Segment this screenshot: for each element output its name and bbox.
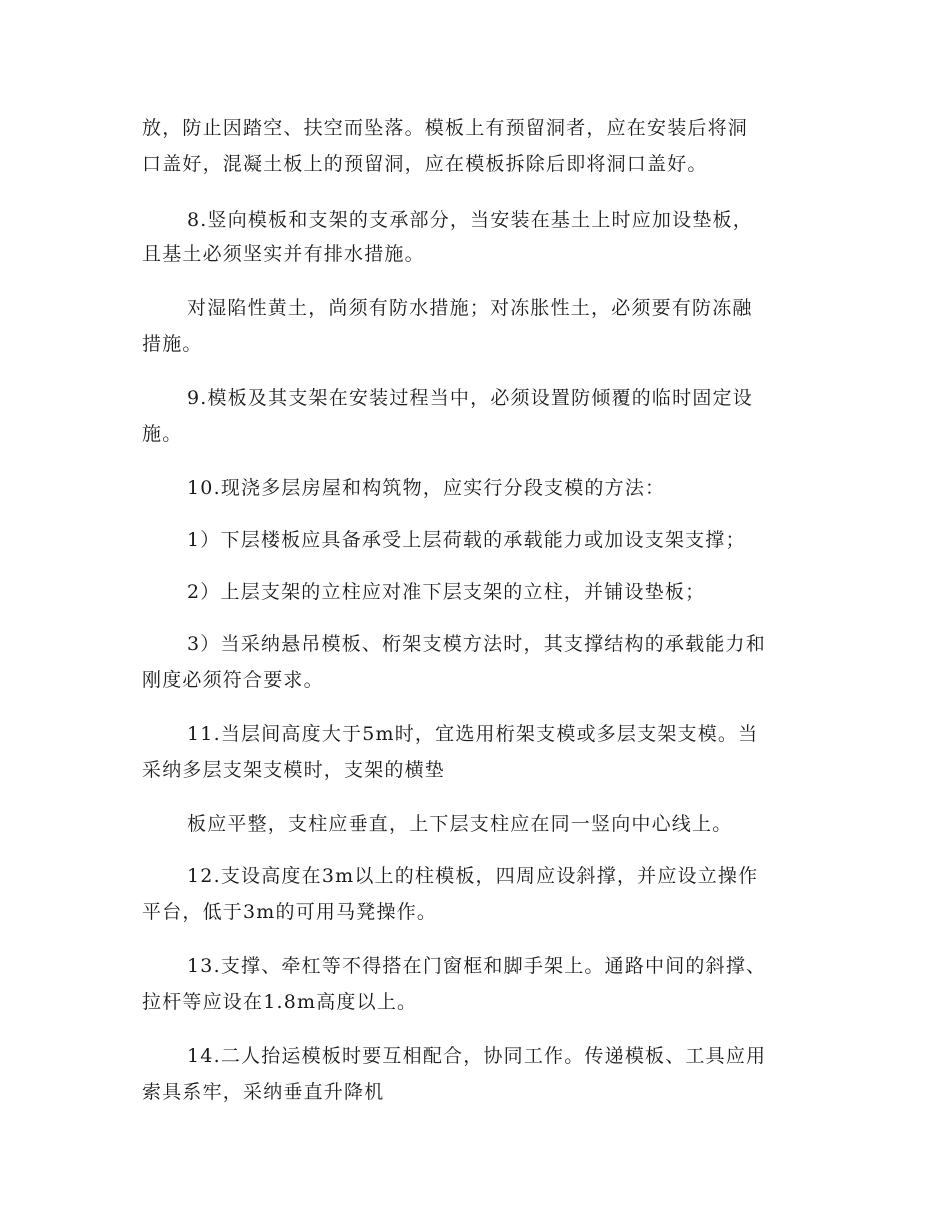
- text-line: 平台，低于3m的可用马凳操作。: [142, 901, 438, 923]
- text-line: 11.当层间高度大于5m时，宜选用桁架支模或多层支架支模。当: [187, 723, 759, 745]
- text-line: 口盖好，混凝土板上的预留洞，应在模板拆除后即将洞口盖好。: [142, 153, 708, 175]
- text-line: 索具系牢，采纳垂直升降机: [142, 1081, 385, 1103]
- text-line: 10.现浇多层房屋和构筑物，应实行分段支模的方法：: [187, 477, 666, 499]
- text-line: 9.模板及其支架在安装过程当中，必须设置防倾覆的临时固定设: [187, 387, 753, 409]
- text-line: 措施。: [142, 333, 203, 355]
- text-line: 采纳多层支架支模时，支架的横垫: [142, 759, 446, 781]
- text-line: 对湿陷性黄土，尚须有防水措施；对冻胀性土，必须要有防冻融: [187, 297, 753, 319]
- text-line: 12.支设高度在3m以上的柱模板，四周应设斜撑，并应设立操作: [187, 865, 759, 887]
- text-line: 2）上层支架的立柱应对准下层支架的立柱，并铺设垫板；: [187, 581, 706, 603]
- text-line: 13.支撑、牵杠等不得搭在门窗框和脚手架上。通路中间的斜撑、: [187, 955, 767, 977]
- text-line: 14.二人抬运模板时要互相配合，协同工作。传递模板、工具应用: [187, 1045, 767, 1067]
- text-line: 拉杆等应设在1.8m高度以上。: [142, 991, 418, 1013]
- text-line: 1）下层楼板应具备承受上层荷载的承载能力或加设支架支撑；: [187, 529, 746, 551]
- text-line: 8.竖向模板和支架的支承部分，当安装在基土上时应加设垫板，: [187, 209, 753, 231]
- text-line: 且基土必须坚实并有排水措施。: [142, 243, 425, 265]
- text-line: 施。: [142, 423, 183, 445]
- text-line: 刚度必须符合要求。: [142, 669, 324, 691]
- text-line: 板应平整，支柱应垂直，上下层支柱应在同一竖向中心线上。: [187, 813, 733, 835]
- text-line: 放，防止因踏空、扶空而坠落。模板上有预留洞者，应在安装后将洞: [142, 117, 749, 139]
- text-line: 3）当采纳悬吊模板、桁架支模方法时，其支撑结构的承载能力和: [187, 633, 766, 655]
